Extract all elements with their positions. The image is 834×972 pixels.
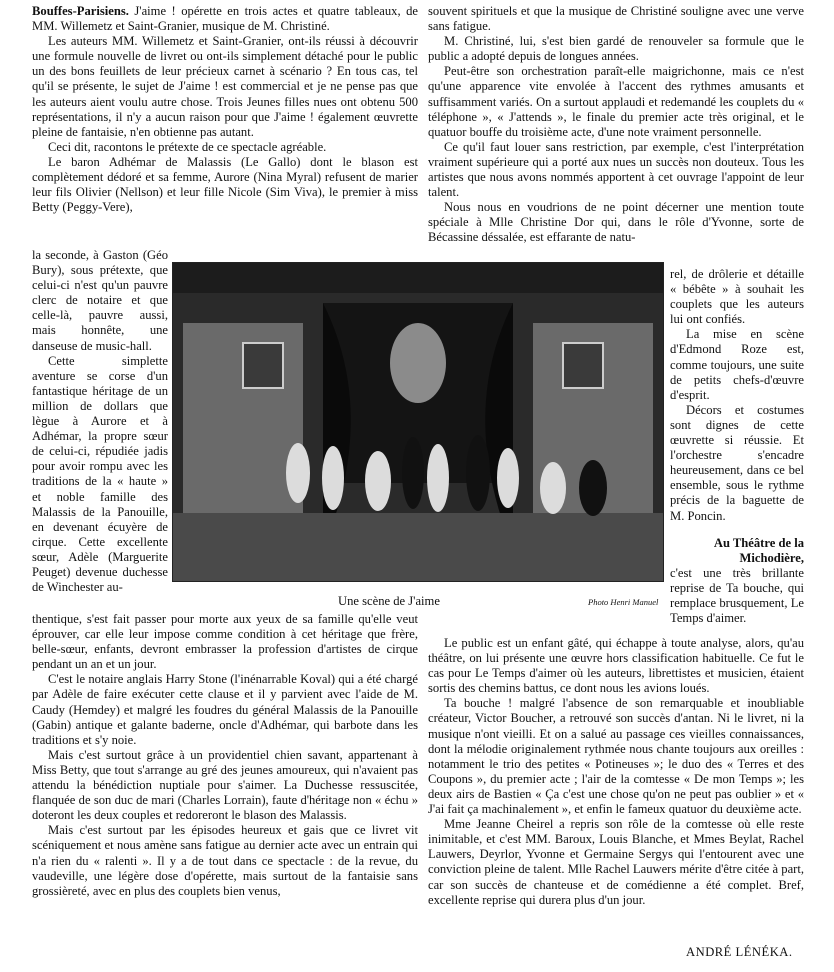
- left-wrap-text: [32, 248, 168, 595]
- paragraph: Peut-être son orchestration paraît-elle maigrichonne, mais ce n'est qu'une apparence vite envolée à l'accent des rythmes amusants et suffisamment variés. On a surtout applaudi et redemandé les couplets du « téléphone », « J'attends », le finale du premier acte très original, et le quatuor bouffe du troisième acte, d'une note vraiment personnelle.: [428, 64, 804, 139]
- paragraph: Les auteurs MM. Willemetz et Saint-Granier, ont-ils réussi à découvrir une formule nouvelle de livret ou ont-ils simplement détaché pour le public un des bons feuillets de leur précieux carnet à scénario ? En tous cas, tel qu'il se présente, le sujet de J'aime ! est commercial et je ne pense pas que les auteurs aient voulu autre chose. Trois Jeunes filles nues ont obtenu 500 représentations, il n'y a aucun raison pour que J'aime ! également œuvrette pleine de fantaisie, n'en obtienne pas autant.: [32, 34, 418, 139]
- left-column-bottom: [32, 612, 418, 899]
- paragraph: Ta bouche ! malgré l'absence de son remarquable et inoubliable créateur, Victor Boucher, a retrouvé son succès d'antan. Ni le livret, ni la musique n'ont vieilli. Et on a salué au passage ces vieilles connaissances, dont la mélodie originalement rythmée nous chante toujours aux oreilles : notamment le trio des petites « Potineuses »; le duo des « Terres et des Coupons », du premier acte ; l'air de la comtesse « De mon Temps »; les deux airs de Bastien « Ça c'est une chose qu'on ne peut pas oublier » et « J'ai fait ça machinalement », et enfin le fameux quatuor du deuxième acte.: [428, 696, 804, 817]
- paragraph: Mais c'est surtout par les épisodes heureux et gais que ce livret vit scéniquement et nous amène sans fatigue au dernier acte avec un entrain qui n'a rien du « ralenti ». Il y a de tout dans ce spectacle : de la revue, du vaudeville, une légère dose d'opérette, mais surtout de la fantaisie sans grossièreté, avec en plus des couplets bien venus,: [32, 823, 418, 898]
- photo-credit: Photo Henri Manuel: [588, 597, 659, 607]
- section-heading: Bouffes-Parisiens.: [32, 4, 129, 18]
- sub-heading: Au Théâtre de la Michodière,: [713, 535, 804, 565]
- author-signature: ANDRÉ LÉNÉKA.: [686, 945, 793, 959]
- paragraph: rel, de drôlerie et détaille « bébête » à souhait les couplets que les auteurs lui ont confiés.: [670, 267, 804, 327]
- right-column-bottom: [428, 636, 804, 908]
- stage-scene-icon: [173, 263, 664, 582]
- right-wrap-text: [670, 267, 804, 626]
- paragraph: Le public est un enfant gâté, qui échappe à toute analyse, alors, qu'au théâtre, on lui présente une œuvre hors classification habituelle. Ce fut le cas pour Le Temps d'aimer où les auteurs, librettistes et musicien, étaient sortis des chemins battus, ce dont nous les avions loués.: [428, 636, 804, 696]
- paragraph: C'est le notaire anglais Harry Stone (l'inénarrable Koval) qui a été chargé par Adèle de faire exécuter cette clause et il y parvient avec l'aide de M. Caudy (Hemdey) et malgré les foudres du général Malassis de la Panouille (Gabin) antique et galante baderne, oncle d'Adhémar, qui barbote dans les traditions et s'y noie.: [32, 672, 418, 747]
- paragraph: c'est une très brillante reprise de Ta bouche, qui remplace brusquement, Le Temps d'aimer.: [670, 565, 804, 626]
- paragraph: M. Christiné, lui, s'est bien gardé de renouveler sa formule que le public a adopté depuis de longues années.: [428, 34, 804, 64]
- paragraph: Cette simplette aventure se corse d'un fantastique héritage de un million de dollars que lègue à Aurore et à Adhémar, la propre sœur de celui-ci, répudiée jadis pour avoir rompu avec les traditions de la « haute » et noble famille des Malassis de la Panouille, en devenant écuyère de cirque. Cette excellente sœur, Adèle (Marguerite Peuget) devenue duchesse de Winchester au-: [32, 353, 168, 595]
- right-column-top: [428, 4, 804, 246]
- stage-photo: [172, 262, 664, 584]
- intro-paragraph: Bouffes-Parisiens. J'aime ! opérette en trois actes et quatre tableaux, de MM. Willemetz et Saint-Granier, musique de M. Christiné.: [32, 4, 418, 34]
- paragraph: thentique, s'est fait passer pour morte aux yeux de sa famille qu'elle veut éprouver, car elle leur impose comme condition à cet héritage que frère, belle-sœur, enfants, devront embrasser la profession d'artistes de cirque pendant un an et un jour.: [32, 612, 418, 672]
- paragraph: La mise en scène d'Edmond Roze est, comme toujours, une suite de petits chefs-d'œuvre d'esprit.: [670, 327, 804, 402]
- stage-photo-image: [172, 262, 664, 582]
- paragraph: Mme Jeanne Cheirel a repris son rôle de la comtesse où elle reste inimitable, et c'est MM. Baroux, Louis Blanche, et Mmes Beylat, Rachel Lauwers, Deyrlor, Yvonne et Germaine Sergys qui l'entourent avec une conviction pleine de talent. Mlle Rachel Lauwers mérite d'être citée à part, car son succès de chanteuse et de comédienne a été complet. Bref, excellente reprise qui durera plus d'un jour.: [428, 817, 804, 907]
- photo-caption: Une scène de J'aime: [338, 594, 440, 608]
- paragraph: Ceci dit, racontons le prétexte de ce spectacle agréable.: [48, 139, 327, 154]
- paragraph: souvent spirituels et que la musique de Christiné souligne avec une verve sans fatigue.: [428, 4, 804, 34]
- left-column-top: [32, 4, 418, 215]
- paragraph: Ce qu'il faut louer sans restriction, par exemple, c'est l'interprétation vraiment supérieure qui a porté aux nues un succès non douteux. Tous les artistes que nous avons nommés apportent à cet ouvrage l'appoint de leur talent.: [428, 139, 804, 200]
- paragraph: Mais c'est surtout grâce à un providentiel chien savant, appartenant à Miss Betty, que tout s'arrange au gré des jeunes amoureux, qui n'avaient pas attendu la bénédiction nuptiale pour s'aimer. La Duchesse ressuscitée, flanquée de son duc de mari (Charles Lorrain), faute d'héritage non « échu » doteront les deux couples et redoreront le blason des Malassis.: [32, 747, 418, 823]
- paragraph: Le baron Adhémar de Malassis (Le Gallo) dont le blason est complètement dédoré et sa femme, Aurore (Nina Myral) refusent de marier leur fils Olivier (Nellson) et leur fille Nicole (Sim Viva), le premier à miss Betty (Peggy-Vere),: [32, 154, 418, 215]
- paragraph: Nous nous en voudrions de ne point décerner une mention toute spéciale à Mlle Christine Dor qui, dans le rôle d'Yvonne, sorte de Bécassine déssalée, est effarante de natu-: [428, 200, 804, 245]
- paragraph: Décors et costumes sont dignes de cette œuvrette si réussie. Et l'orchestre s'encadre heureusement, dans ce bel ensemble, sous le rythme précis de la baguette de M. Poncin.: [670, 402, 804, 523]
- paragraph: la seconde, à Gaston (Géo Bury), sous prétexte, que celui-ci n'est qu'un pauvre clerc de notaire et que celle-là, pauvre aussi, mais honnête, une danseuse de music-hall.: [32, 248, 168, 353]
